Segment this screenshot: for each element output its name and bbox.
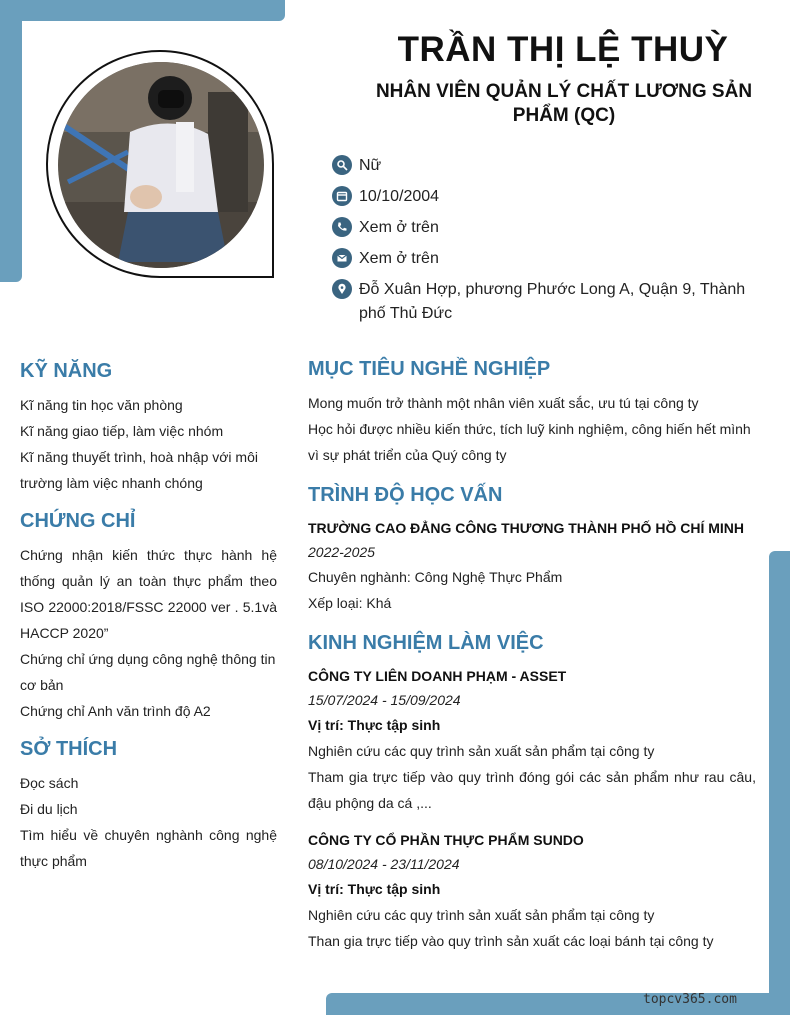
job-task: Than gia trực tiếp vào quy trình sản xuất các loại bánh tại công ty xyxy=(308,933,714,949)
contact-email xyxy=(332,247,772,271)
certificate-item: Chứng chỉ Anh văn trình độ A2 xyxy=(20,703,211,719)
contact-gender-text: Nữ xyxy=(359,157,382,174)
decor-bar-top xyxy=(0,0,285,21)
job-task: Nghiên cứu các quy trình sản xuất sản phẩm tại công ty xyxy=(308,743,655,759)
contact-birthday xyxy=(332,185,772,209)
objective-title: MỤC TIÊU NGHỀ NGHIỆP xyxy=(308,358,551,380)
contact-info xyxy=(332,154,772,333)
skill-item: Kĩ năng tin học văn phòng xyxy=(20,397,183,413)
education-grade: Xếp loại: Khá xyxy=(308,595,392,611)
hobbies-title: SỞ THÍCH xyxy=(20,738,118,760)
job-task: Tham gia trực tiếp vào quy trình đóng gói các sản phẩm như rau câu, đậu phộng da cá ,... xyxy=(308,769,756,811)
contact-phone-text: Xem ở trên xyxy=(359,219,439,236)
education-major: Chuyên nghành: Công Nghệ Thực Phẩm xyxy=(308,569,563,585)
education-period: 2022-2025 xyxy=(308,544,375,560)
gender-icon xyxy=(332,155,352,175)
right-column xyxy=(308,356,756,954)
skills-title: KỸ NĂNG xyxy=(20,360,113,382)
experience-title: KINH NGHIỆM LÀM VIỆC xyxy=(308,632,544,654)
decor-bar-left xyxy=(0,0,22,282)
contact-email-text: Xem ở trên xyxy=(359,250,439,267)
left-column xyxy=(20,358,277,874)
hobby-item: Đọc sách xyxy=(20,775,79,791)
hobby-item: Đi du lịch xyxy=(20,801,78,817)
phone-icon xyxy=(332,217,352,237)
candidate-name: TRẦN THỊ LỆ THUỲ xyxy=(397,30,729,69)
location-icon xyxy=(332,279,352,299)
job-task: Nghiên cứu các quy trình sản xuất sản phẩm tại công ty xyxy=(308,907,655,923)
experience-job xyxy=(308,828,756,954)
job-period: 08/10/2024 - 23/11/2024 xyxy=(308,856,460,872)
skill-item: Kĩ năng thuyết trình, hoà nhập với môi trường làm việc nhanh chóng xyxy=(20,449,258,491)
contact-birthday-text: 10/10/2004 xyxy=(359,188,440,205)
skill-item: Kĩ năng giao tiếp, làm việc nhóm xyxy=(20,423,224,439)
profile-photo xyxy=(58,62,264,268)
contact-gender xyxy=(332,154,772,178)
experience-job xyxy=(308,664,756,816)
contact-phone xyxy=(332,216,772,240)
certificate-item: Chứng nhận kiến thức thực hành hệ thống quản lý an toàn thực phẩm theo ISO 22000:2018/FSSC 22000 ver . 5.1và HACCP 2020” xyxy=(20,547,277,641)
job-period: 15/07/2024 - 15/09/2024 xyxy=(308,692,461,708)
certificate-item: Chứng chỉ ứng dụng công nghệ thông tin cơ bản xyxy=(20,651,276,693)
contact-address xyxy=(332,278,772,326)
certificates-title: CHỨNG CHỈ xyxy=(20,510,136,532)
job-title: NHÂN VIÊN QUẢN LÝ CHẤT LƯƠNG SẢN PHẨM (QC) xyxy=(375,81,753,126)
job-position: Vị trí: Thực tập sinh xyxy=(308,881,441,897)
objective-line: Mong muốn trở thành một nhân viên xuất sắc, ưu tú tại công ty xyxy=(308,395,699,411)
education-school: TRƯỜNG CAO ĐẲNG CÔNG THƯƠNG THÀNH PHỐ HỒ CHÍ MINH xyxy=(308,520,744,536)
job-company: CÔNG TY CỔ PHẦN THỰC PHẨM SUNDO xyxy=(308,832,584,848)
calendar-icon xyxy=(332,186,352,206)
watermark: topcv365.com xyxy=(643,992,737,1007)
job-position: Vị trí: Thực tập sinh xyxy=(308,717,441,733)
job-company: CÔNG TY LIÊN DOANH PHẠM - ASSET xyxy=(308,668,567,684)
contact-address-text: Đỗ Xuân Hợp, phương Phước Long A, Quận 9, Thành phố Thủ Đức xyxy=(359,281,746,322)
hobby-item: Tìm hiểu về chuyên nghành công nghệ thực phẩm xyxy=(20,827,277,869)
education-title: TRÌNH ĐỘ HỌC VẤN xyxy=(308,484,503,506)
objective-line: Học hỏi được nhiều kiến thức, tích luỹ kinh nghiệm, công hiến hết mình vì sự phát triển của Quý công ty xyxy=(308,421,751,463)
decor-bar-right xyxy=(769,551,790,1015)
email-icon xyxy=(332,248,352,268)
